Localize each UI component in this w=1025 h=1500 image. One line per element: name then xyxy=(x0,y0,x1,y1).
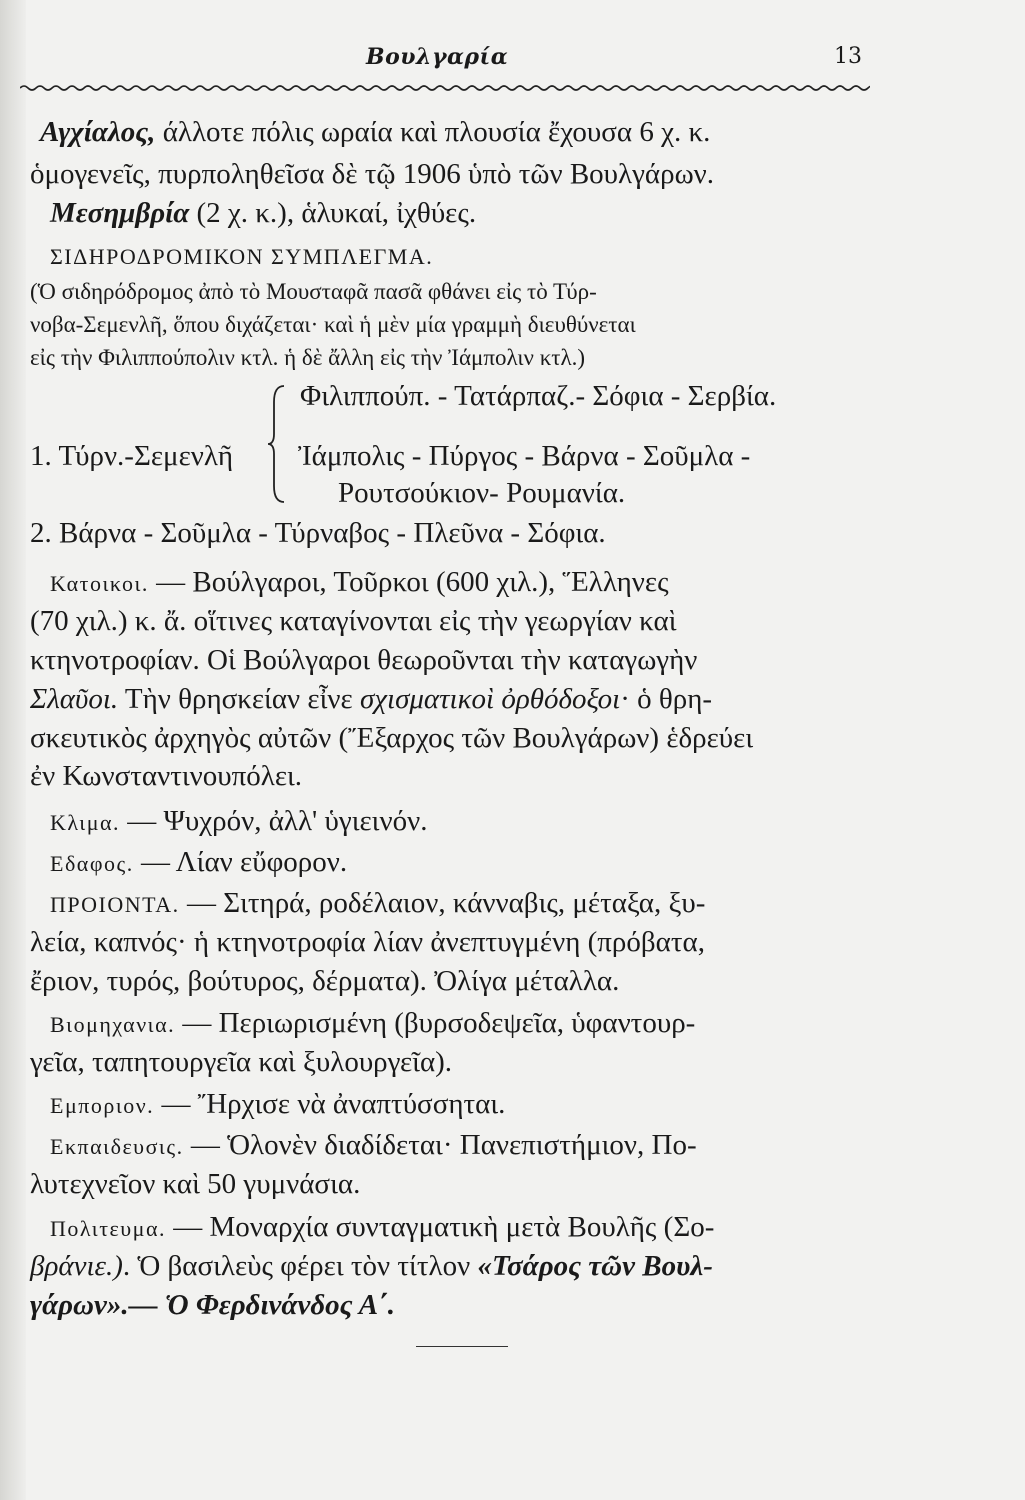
anchialos-name: Αγχίαλος, xyxy=(40,116,156,148)
wavy-header-rule xyxy=(20,80,870,96)
running-header-title: Βουλγαρία xyxy=(366,44,509,70)
tsar-title-2: γάρων» xyxy=(30,1289,122,1321)
viomichania-line-2: γεῖα, ταπητουργεῖα καὶ ξυλουργεῖα). xyxy=(30,1046,453,1078)
religion-italic: σχισματικοὶ ὀρθόδοξοι xyxy=(359,683,621,715)
ferdinand-text: .— Ὁ Φερδινάνδος Α΄. xyxy=(121,1289,396,1321)
religion-text-a: Τὴν θρησκείαν εἶνε xyxy=(118,683,360,715)
route1-branch-2: Ἰάμπολις - Πύργος - Βάρνα - Σοῦμλα - xyxy=(298,440,751,472)
katoikoi-line-6: ἐν Κωνσταντινουπόλει. xyxy=(30,760,303,792)
railway-note-1: (Ὁ σιδηρόδρομος ἀπὸ τὸ Μουσταφᾶ πασᾶ φθάνει εἰς τὸ Τύρ- xyxy=(30,279,597,304)
anchialos-text: άλλοτε πόλις ωραία καὶ πλουσία ἔχουσα 6 χ. κ. xyxy=(155,116,711,148)
anchialos-line-2: ὁμογενεῖς, πυρποληθεῖσα δὲ τῷ 1906 ὑπὸ τῶν Βουλγάρων. xyxy=(30,158,715,190)
politeuma-label: Πολιτευμα. xyxy=(50,1216,166,1241)
route1-branch-3: Ρουτσούκιον- Ρουμανία. xyxy=(338,477,626,509)
klima-text: — Ψυχρόν, ἀλλ' ὑγιεινόν. xyxy=(120,805,428,837)
railway-note-3: εἰς τὴν Φιλιππούπολιν κτλ. ἡ δὲ ἄλλη εἰς τὴν Ἰάμπολιν κτλ.) xyxy=(30,345,586,370)
proionta-line-2: λεία, καπνός· ἡ κτηνοτροφία λίαν ἀνεπτυγμένη (πρόβατα, xyxy=(30,926,705,958)
tsar-title-1: «Τσάρος τῶν Βουλ- xyxy=(477,1250,713,1282)
end-rule xyxy=(416,1346,508,1347)
religion-text-b: · ὁ θρη- xyxy=(620,683,713,715)
katoikoi-label: Κατοικοι. xyxy=(50,571,149,596)
anchialos-line xyxy=(40,115,710,149)
ekpaideusis-line-1 xyxy=(50,1128,697,1164)
viomichania-line-1 xyxy=(50,1006,695,1042)
page-number: 13 xyxy=(834,44,862,69)
viomichania-text-1: — Περιωρισμένη (βυρσοδεψεῖα, ὑφαντουρ- xyxy=(175,1007,696,1039)
katoikoi-text-1: — Βούλγαροι, Τοῦρκοι (600 χιλ.), Ἕλληνες xyxy=(148,566,669,598)
railway-heading: ΣΙΔΗΡΟΔΡΟΜΙΚΟΝ ΣΥΜΠΛΕΓΜΑ. xyxy=(50,244,434,269)
route1-label: 1. Τύρν.-Σεμενλῆ xyxy=(30,440,234,472)
slavoi-word: Σλαῦοι. xyxy=(30,683,119,715)
katoikoi-line-3: κτηνοτροφίαν. Οἱ Βούλγαροι θεωροῦνται τὴν καταγωγὴν xyxy=(30,644,698,676)
proionta-label: ΠΡΟΙΟΝΤΑ. xyxy=(50,892,180,917)
railway-note-2: νοβα-Σεμενλῆ, ὅπου διχάζεται· καὶ ἡ μὲν μία γραμμὴ διευθύνεται xyxy=(30,312,636,337)
sobranie-word: βράνιε.) xyxy=(30,1250,123,1282)
route2: 2. Βάρνα - Σοῦμλα - Τύρναβος - Πλεῦνα - Σόφια. xyxy=(30,517,606,549)
politeuma-text-2: . Ὁ βασιλεὺς φέρει τὸν τίτλον xyxy=(122,1250,478,1282)
route-brace xyxy=(266,382,288,506)
ekpaideusis-text-1: — Ὁλονὲν διαδίδεται· Πανεπιστήμιον, Πο- xyxy=(183,1129,697,1161)
katoikoi-line-5: σκευτικὸς ἀρχηγὸς αὐτῶν (Ἔξαρχος τῶν Βουλγάρων) ἑδρεύει xyxy=(30,722,754,754)
proionta-line-3: ἔριον, τυρός, βούτυρος, δέρματα). Ὀλίγα μέταλλα. xyxy=(30,965,620,997)
emporion-label: Εμποριον. xyxy=(50,1093,155,1118)
page-binding-shadow xyxy=(0,0,26,1500)
route1-branch-1: Φιλιππούπ. - Τατάρπαζ.- Σόφια - Σερβία. xyxy=(300,380,777,412)
mesemvria-line xyxy=(50,196,476,230)
proionta-text-1: — Σιτηρά, ροδέλαιον, κάνναβις, μέταξα, ξυ- xyxy=(179,887,706,919)
klima-label: Κλιμα. xyxy=(50,810,121,835)
viomichania-label: Βιομηχανια. xyxy=(50,1012,176,1037)
mesemvria-text: (2 χ. κ.), ἁλυκαί, ἰχθύες. xyxy=(189,197,477,229)
politeuma-line-3 xyxy=(30,1288,395,1322)
mesemvria-name: Μεσημβρία xyxy=(50,197,190,229)
katoikoi-line-1 xyxy=(50,565,669,601)
edafos-text: — Λίαν εὔφορον. xyxy=(133,846,348,878)
emporion-line xyxy=(50,1087,505,1123)
klima-line xyxy=(50,804,427,840)
politeuma-line-2 xyxy=(30,1249,713,1283)
ekpaideusis-label: Εκπαιδευσις. xyxy=(50,1134,184,1159)
katoikoi-line-4 xyxy=(30,682,712,716)
edafos-label: Εδαφος. xyxy=(50,851,134,876)
emporion-text: — Ἤρχισε νὰ ἀναπτύσσηται. xyxy=(154,1088,506,1120)
katoikoi-line-2: (70 χιλ.) κ. ἄ. οἵτινες καταγίνονται εἰς τὴν γεωργίαν καὶ xyxy=(30,605,677,637)
edafos-line xyxy=(50,845,347,881)
politeuma-text-1: — Μοναρχία συνταγματικὴ μετὰ Βουλῆς (Σο- xyxy=(166,1211,715,1243)
politeuma-line-1 xyxy=(50,1210,714,1246)
proionta-line-1 xyxy=(50,886,705,922)
ekpaideusis-line-2: λυτεχνεῖον καὶ 50 γυμνάσια. xyxy=(30,1168,361,1200)
